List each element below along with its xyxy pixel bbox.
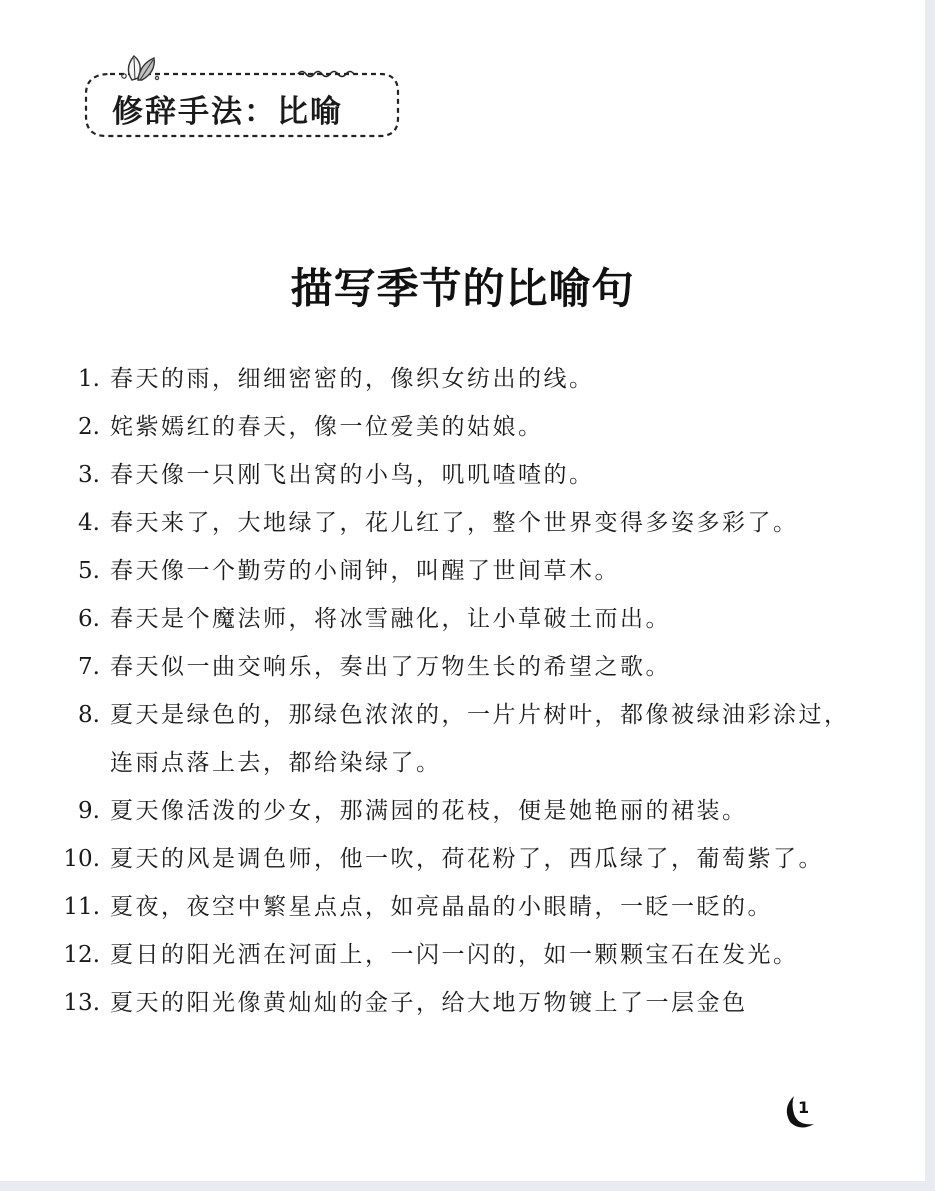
- item-number: 3.: [78, 462, 100, 488]
- page-number-text: 1: [798, 1098, 810, 1117]
- list-item: [60, 835, 860, 883]
- badge-title: 修辞手法：比喻: [112, 94, 343, 130]
- item-text: 夏日的阳光洒在河面上，一闪一闪的，如一颗颗宝石在发光。: [110, 942, 799, 968]
- leaf-icon: [118, 50, 160, 84]
- item-number: 1.: [78, 366, 100, 392]
- list-item: [60, 595, 860, 643]
- page-title: 描写季节的比喻句: [290, 264, 635, 313]
- item-text: 春天似一曲交响乐，奏出了万物生长的希望之歌。: [110, 654, 671, 680]
- list-item: [60, 883, 860, 931]
- list-item: [60, 355, 860, 403]
- page-number: [782, 1092, 822, 1132]
- item-number: 9.: [78, 798, 100, 824]
- simile-list: [60, 355, 860, 1027]
- list-item: [60, 979, 860, 1027]
- item-text: 春天的雨，细细密密的，像织女纺出的线。: [110, 366, 595, 392]
- list-item: [60, 643, 860, 691]
- item-number: 7.: [78, 654, 100, 680]
- list-item: [60, 499, 860, 547]
- item-text: 春天像一只刚飞出窝的小鸟，叽叽喳喳的。: [110, 462, 595, 488]
- item-number: 2.: [78, 414, 100, 440]
- item-text: 春天来了，大地绿了，花儿红了，整个世界变得多姿多彩了。: [110, 510, 799, 536]
- item-number: 5.: [78, 558, 100, 584]
- item-text: 夏夜，夜空中繁星点点，如亮晶晶的小眼睛，一眨一眨的。: [110, 894, 773, 920]
- item-text: 姹紫嫣红的春天，像一位爱美的姑娘。: [110, 414, 544, 440]
- list-item: [60, 547, 860, 595]
- item-text: 夏天的阳光像黄灿灿的金子，给大地万物镀上了一层金色: [110, 990, 748, 1016]
- list-item: [60, 451, 860, 499]
- list-item: [60, 691, 860, 787]
- item-number: 13.: [63, 990, 100, 1016]
- item-number: 4.: [78, 510, 100, 536]
- item-number: 12.: [63, 942, 100, 968]
- item-text: 春天是个魔法师，将冰雪融化，让小草破土而出。: [110, 606, 671, 632]
- list-item: [60, 403, 860, 451]
- item-number: 8.: [78, 702, 100, 728]
- item-number: 11.: [63, 894, 100, 920]
- list-item: [60, 787, 860, 835]
- item-text: 夏天是绿色的，那绿色浓浓的，一片片树叶，都像被绿油彩涂过，连雨点落上去，都给染绿了。: [110, 702, 850, 776]
- item-number: 6.: [78, 606, 100, 632]
- item-text: 春天像一个勤劳的小闹钟，叫醒了世间草木。: [110, 558, 620, 584]
- item-text: 夏天像活泼的少女，那满园的花枝，便是她艳丽的裙装。: [110, 798, 748, 824]
- item-text: 夏天的风是调色师，他一吹，荷花粉了，西瓜绿了，葡萄紫了。: [110, 846, 824, 872]
- list-item: [60, 931, 860, 979]
- item-number: 10.: [63, 846, 100, 872]
